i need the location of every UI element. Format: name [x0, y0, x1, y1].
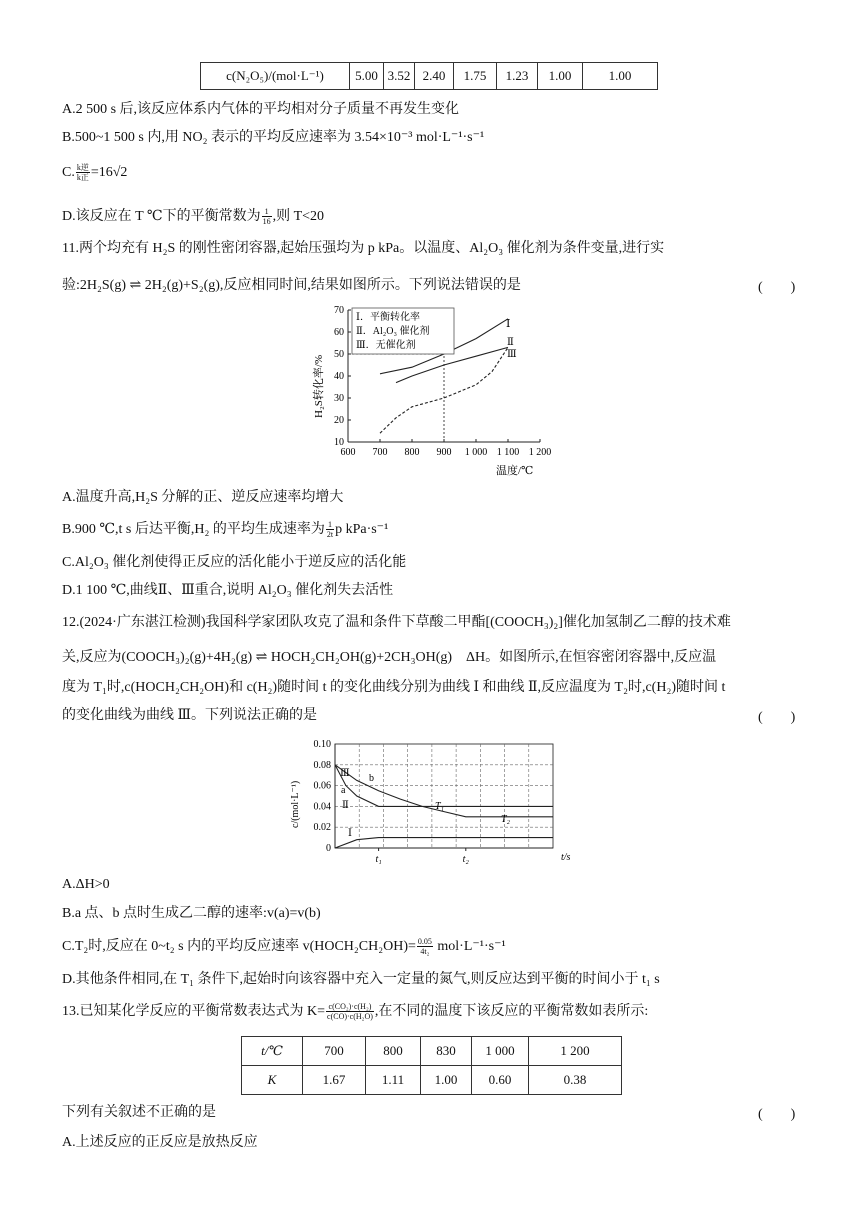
table-cell: 0.38	[529, 1066, 622, 1095]
chart-grid	[348, 354, 444, 442]
table-header-cell: t/℃	[242, 1037, 303, 1066]
y-tick-label: 0	[326, 843, 331, 854]
y-axis-label: H₂S转化率/%	[313, 354, 325, 418]
chart-axes	[335, 744, 553, 848]
chart-grid	[335, 744, 553, 848]
x-tick-label: 1 000	[464, 447, 488, 458]
y-tick-label: 20	[334, 415, 344, 426]
q10-d-suffix: ,则 T<20	[272, 209, 325, 224]
table-cell: 1.11	[366, 1066, 421, 1095]
series-label: Ⅰ	[348, 828, 352, 839]
q12-stem-2: 关,反应为(COOCH₃)₂(g)+4H₂(g) ⇌ HOCH₂CH₂OH(g)+2CH₃OH(g) ΔH。如图所示,在恒容密闭容器中,反应温	[62, 650, 717, 665]
q12-stem-4: 的变化曲线为曲线 Ⅲ。下列说法正确的是	[62, 708, 317, 723]
q10-c-prefix: C.	[62, 165, 75, 180]
table-cell: 3.52	[384, 63, 415, 90]
table-cell: 1.00	[538, 63, 583, 90]
series-label: Ⅲ	[507, 349, 517, 360]
q12-option-a: A.ΔH>0	[62, 877, 110, 892]
q11-b-num: 1	[326, 520, 334, 530]
q10-option-a: A.2 500 s 后,该反应体系内气体的平均相对分子质量不再发生变化	[62, 102, 460, 117]
q10-c-suffix: =16√2	[90, 165, 128, 180]
q12-c-prefix: C.T₂时,反应在 0~t₂ s 内的平均反应速率 v(HOCH₂CH₂OH)=	[62, 939, 416, 954]
series-label: T₂	[501, 814, 511, 825]
q13-k-fraction	[326, 1002, 374, 1021]
x-tick-label: t₂	[462, 854, 469, 865]
q10-c-num: k逆	[76, 163, 89, 173]
q10-d-prefix: D.该反应在 T ℃下的平衡常数为	[62, 209, 261, 224]
q12-c-suffix: mol·L⁻¹·s⁻¹	[433, 939, 506, 954]
legend-item: Ⅲ．无催化剂	[356, 340, 416, 351]
chart-ticks	[314, 739, 470, 865]
series-label: Ⅰ	[506, 318, 511, 330]
q11-option-c: C.Al₂O₃ 催化剂使得正反应的活化能小于逆反应的活化能	[62, 555, 407, 570]
q13-k-den: c(CO)·c(H₂O)	[327, 1012, 373, 1022]
table-row	[242, 1037, 622, 1066]
table-row	[201, 63, 658, 90]
y-tick-label: 10	[334, 437, 344, 448]
table-cell: 1 000	[472, 1037, 529, 1066]
q12-answer-bracket: ( )	[758, 710, 796, 725]
table-cell: 1.00	[421, 1066, 472, 1095]
table-row	[242, 1066, 622, 1095]
legend-item: Ⅰ．平衡转化率	[356, 312, 420, 323]
q10-c-den: k正	[76, 173, 89, 183]
q13-k-num: c(CO₂)·c(H₂)	[326, 1002, 374, 1012]
x-tick-label: t₁	[375, 854, 382, 865]
q11-option-a: A.温度升高,H₂S 分解的正、逆反应速率均增大	[62, 490, 344, 505]
y-tick-label: 0.10	[313, 739, 331, 750]
q13-question: 下列有关叙述不正确的是	[62, 1105, 216, 1120]
q10-option-b: B.500~1 500 s 内,用 NO₂ 表示的平均反应速率为 3.54×10⁻³ mol·L⁻¹·s⁻¹	[62, 130, 485, 145]
q10-c-fraction	[76, 163, 90, 182]
x-tick-label: 600	[340, 447, 356, 458]
table-cell: 2.40	[415, 63, 454, 90]
series-label: Ⅲ	[340, 768, 350, 779]
q11-b-den: 2t	[326, 530, 334, 540]
y-tick-label: 0.04	[313, 801, 331, 813]
q12-stem-3: 度为 T₁时,c(HOCH₂CH₂OH)和 c(H₂)随时间 t 的变化曲线分别为曲线 Ⅰ 和曲线 Ⅱ,反应温度为 T₂时,c(H₂)随时间 t	[62, 680, 726, 695]
x-axis-label: 温度/℃	[496, 465, 534, 477]
concentration-time-chart	[285, 732, 580, 868]
table-header-cell: c(N₂O₅)/(mol·L⁻¹)	[201, 63, 350, 90]
q12-stem-1: 12.(2024·广东湛江检测)我国科学家团队攻克了温和条件下草酸二甲酯[(COOCH₃)₂]催化加氢制乙二醇的技术难	[62, 615, 731, 630]
table-cell: 800	[366, 1037, 421, 1066]
q13-stem	[62, 1002, 648, 1022]
y-tick-label: 70	[334, 305, 344, 316]
x-tick-label: 900	[436, 447, 452, 458]
table-cell: 700	[303, 1037, 366, 1066]
equilibrium-constant-table	[241, 1036, 622, 1095]
q11-stem-2: 验:2H₂S(g) ⇌ 2H₂(g)+S₂(g),反应相同时间,结果如图所示。下列说法错误的是	[62, 278, 521, 293]
q12-c-fraction	[417, 937, 433, 956]
y-axis-label: c/(mol·L⁻¹)	[290, 780, 301, 828]
y-tick-label: 0.02	[313, 822, 331, 834]
x-tick-label: 800	[404, 447, 420, 458]
y-tick-label: 60	[334, 327, 344, 338]
table-header-cell: K	[242, 1066, 303, 1095]
y-tick-label: 40	[334, 371, 344, 382]
q11-b-prefix: B.900 ℃,t s 后达平衡,H₂ 的平均生成速率为	[62, 522, 325, 537]
plot-frame	[335, 744, 553, 848]
q13-stem-suffix: ,在不同的温度下该反应的平衡常数如表所示:	[374, 1004, 649, 1019]
x-tick-label: 1 100	[496, 447, 520, 458]
q13-stem-prefix: 13.已知某化学反应的平衡常数表达式为 K=	[62, 1004, 326, 1019]
q10-d-den: 16	[262, 217, 271, 227]
q11-b-suffix: p kPa·s⁻¹	[335, 522, 389, 537]
x-axis-label: t/s	[561, 852, 571, 863]
q13-answer-bracket: ( )	[758, 1107, 796, 1122]
n2o5-table	[200, 62, 658, 90]
series-label: Ⅱ	[507, 337, 514, 348]
q11-b-fraction	[326, 520, 334, 539]
q11-option-b	[62, 520, 388, 540]
table-cell: 1.23	[497, 63, 538, 90]
point-label-b: b	[369, 773, 374, 784]
table-cell: 5.00	[350, 63, 384, 90]
series-label: T₁	[435, 801, 445, 812]
q11-option-d: D.1 100 ℃,曲线Ⅱ、Ⅲ重合,说明 Al₂O₃ 催化剂失去活性	[62, 583, 394, 598]
y-tick-label: 30	[334, 393, 344, 404]
y-tick-label: 0.06	[313, 780, 331, 792]
q12-option-c	[62, 937, 506, 957]
table-cell: 1.67	[303, 1066, 366, 1095]
q12-c-den: 4t₂	[420, 947, 430, 957]
table-cell: 1.75	[454, 63, 497, 90]
q10-option-d	[62, 207, 324, 227]
series-label: Ⅱ	[342, 800, 349, 811]
point-label-a: a	[341, 785, 346, 796]
q12-option-b: B.a 点、b 点时生成乙二醇的速率:v(a)=v(b)	[62, 906, 321, 921]
q11-answer-bracket: ( )	[758, 280, 796, 295]
x-tick-label: 700	[372, 447, 388, 458]
q12-option-d: D.其他条件相同,在 T₁ 条件下,起始时向该容器中充入一定量的氮气,则反应达到平衡的时间小于 t₁ s	[62, 972, 660, 987]
q10-option-c	[62, 163, 127, 183]
table-cell: 1.00	[583, 63, 658, 90]
q11-stem-1: 11.两个均充有 H₂S 的刚性密闭容器,起始压强均为 p kPa。以温度、Al₂O₃ 催化剂为条件变量,进行实	[62, 241, 665, 256]
y-tick-label: 0.08	[313, 759, 331, 771]
x-tick-label: 1 200	[528, 447, 552, 458]
q10-d-num: 1	[262, 207, 272, 217]
q12-c-num: 0.05	[417, 937, 432, 947]
q13-option-a: A.上述反应的正反应是放热反应	[62, 1135, 258, 1150]
series-line	[335, 838, 553, 848]
y-tick-label: 50	[334, 349, 344, 360]
table-cell: 830	[421, 1037, 472, 1066]
table-cell: 0.60	[472, 1066, 529, 1095]
q10-d-fraction	[262, 207, 272, 226]
legend-item: Ⅱ．Al₂O₃ 催化剂	[356, 326, 430, 337]
h2s-conversion-chart	[300, 300, 570, 478]
table-cell: 1 200	[529, 1037, 622, 1066]
